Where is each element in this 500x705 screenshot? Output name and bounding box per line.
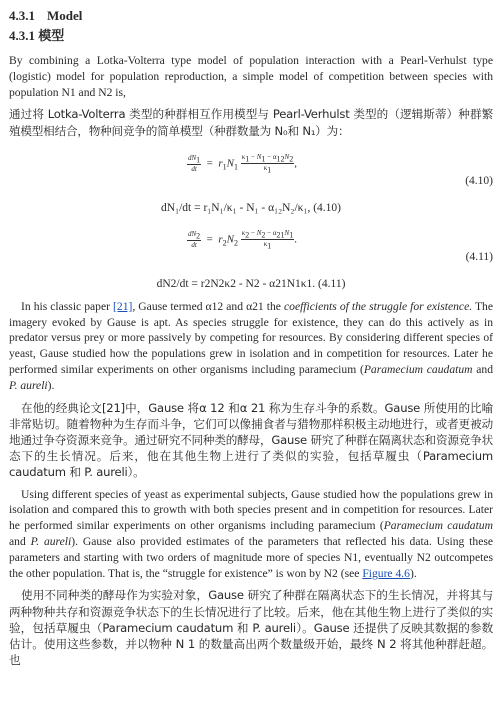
yeast-paragraph-en: Using different species of yeast as experimental subjects, Gause studied how the populations grew in isolation and compared this to growth with both species present and in competition for resources. Later he performed similar experiments on other organisms including paramecium (Paramecium caudatum and P. aureli). Gause also provided estimates of the parameters that reflected his data. Using these parameters and starting with two orders of magnitude more of species N1, eventually N2 outcompetes the other population. That is, the “struggle for existence” is won by N2 (see Figure 4.6). (9, 487, 493, 580)
equation-4-11 (9, 225, 493, 265)
yeast-paragraph-cn: 使用不同种类的酵母作为实验对象，Gause 研究了种群在隔离状态下的生长情况，并将其与两种物种共存和资源竞争状态下的生长情况进行了比较。后来，他在其他生物上进行了类似的实验，包括草履虫（Paramecium caudatum 和 P. aureli）。Gause 还提供了反映其数据的参数估计。使用这些参数，并以物种 N 1 的数量高出两个数量级开始，最终 N 2 将其他种群赶超。也 (9, 588, 493, 668)
equation-4-11-number: (4.11) (465, 250, 493, 263)
intro-paragraph-en: By combining a Lotka-Volterra type model of population interaction with a Pearl-Verhulst type (logistic) model for population reproduction, a simple model of competition between species with population N1 and N2 is, (9, 54, 493, 99)
equation-4-10-text: dN₁/dt = r₁N₁/κ₁ - N₁ - α₁₂N₂/κ₁, (4.10) (161, 201, 341, 214)
section-title: Model (47, 8, 83, 23)
equation-4-11-text: dN2/dt = r2N2κ2 - N2 - α21N1κ1. (4.11) (156, 277, 346, 290)
section-heading-cn: 4.3.1 模型 (9, 28, 65, 43)
reference-21-link[interactable]: [21] (113, 299, 133, 313)
equation-4-10-number: (4.10) (465, 174, 493, 187)
section-number: 4.3.1 (9, 8, 35, 23)
document-page (9, 8, 493, 668)
equation-4-10 (9, 149, 493, 189)
equation-4-11-formula: $\frac{dN_2}{dt}$ = $r_2N_2$ $\frac{\kappa_2 - N_2 - \alpha_{21}N_1}{\kappa_1}$ . (188, 228, 297, 251)
gause-paragraph-en: In his classic paper [21], Gause termed α12 and α21 the coefficients of the struggle for existence. The imagery evoked by Gause is apt. As species struggle for existence, they can do this actively as in predator versus prey or more passively by competing for resources. By considering different species of yeast, Gause studied how the populations grew in isolation and in competition for resources. Later he performed similar experiments on other organisms including paramecium (Paramecium caudatum and P. aureli). (9, 299, 493, 392)
equation-4-10-formula: $\frac{dN_1}{dt}$ = $r_1N_1$ $\frac{\kappa_1 - N_1 - \alpha_{12}N_2}{\kappa_1}$ , (188, 152, 297, 175)
gause-paragraph-cn: 在他的经典论文[21]中，Gause 将α 12 和α 21 称为生存斗争的系数。Gause 所使用的比喻非常贴切。随着物种为生存而斗争，它们可以像捕食者与猎物那样积极主动地进行，或者更被动地通过争夺资源来竞争。通过研究不同种类的酵母，Gause 研究了种群在隔离状态和资源竞争状态下的生长情况。后来，他在其他生物上进行了类似的实验，包括草履虫（Paramecium caudatum 和 P. aureli）。 (9, 400, 493, 480)
section-heading-en (9, 8, 493, 25)
intro-paragraph-cn: 通过将 Lotka-Volterra 类型的种群相互作用模型与 Pearl-Verhulst 类型的（逻辑斯蒂）种群繁殖模型相结合，物种间竞争的简单模型（种群数量为 N₀和 N₁）为： (9, 107, 493, 138)
figure-4-6-link[interactable]: Figure 4.6 (362, 566, 410, 580)
